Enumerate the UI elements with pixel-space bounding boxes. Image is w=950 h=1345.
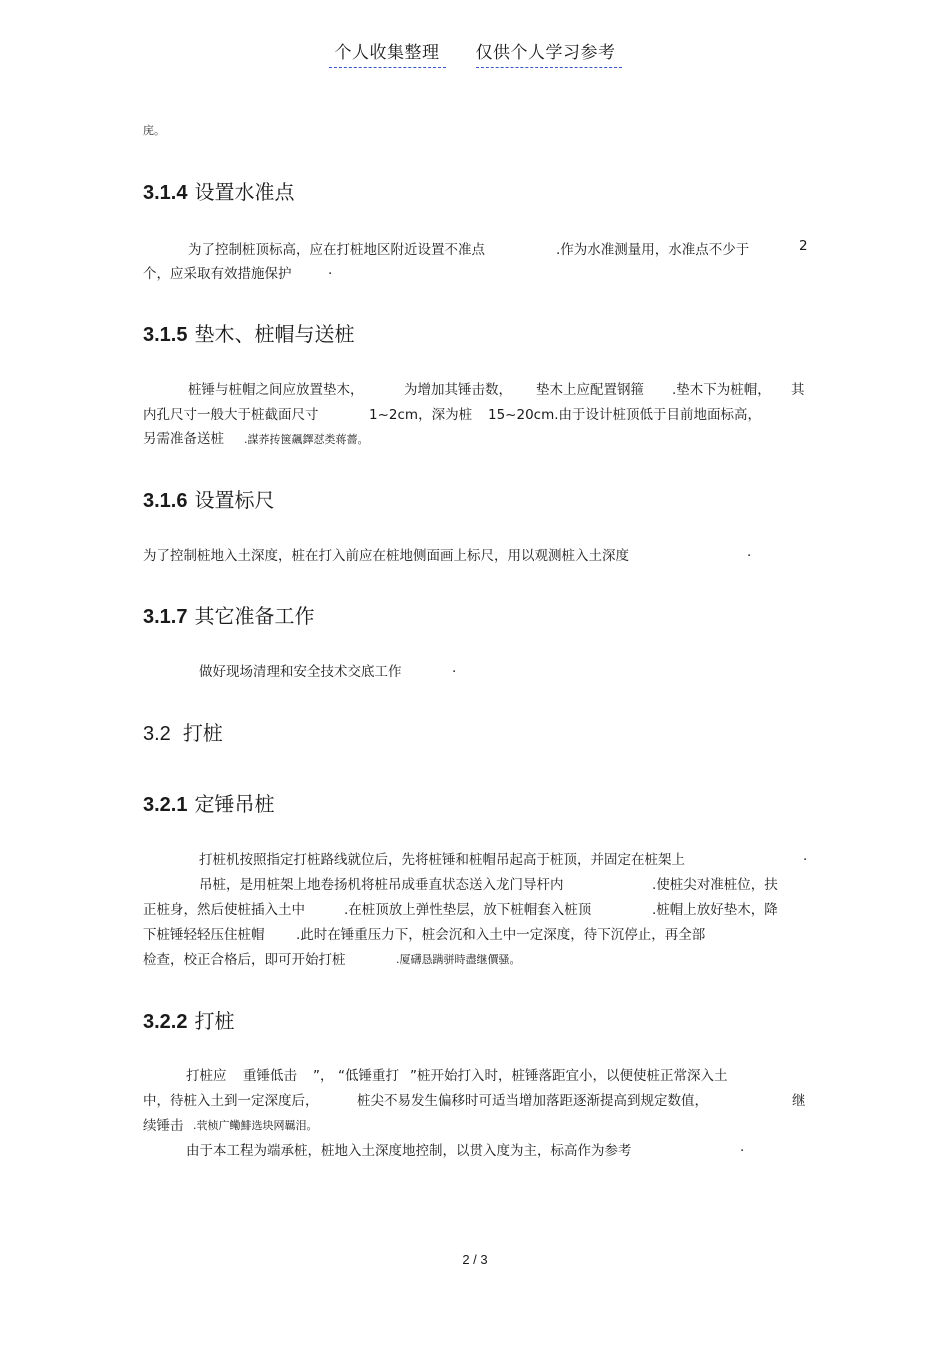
- paragraph-line: .桩帽上放好垫木，降: [652, 902, 778, 918]
- section-heading: [143, 1005, 234, 1034]
- paragraph-line: 其: [791, 382, 805, 398]
- section-title: 设置水准点: [194, 180, 295, 204]
- section-heading: [143, 318, 354, 347]
- paragraph-line: 继: [792, 1093, 806, 1109]
- section-number: 3.2.2: [143, 1011, 188, 1033]
- paragraph-line: 桩锤与桩帽之间应放置垫木，: [188, 382, 364, 398]
- paragraph-line: 续锤击: [143, 1118, 184, 1134]
- paragraph-line: .: [452, 660, 457, 676]
- paragraph-line: .厦礴恳蹒骈時盡继價骚。: [396, 953, 521, 966]
- section-title: 定锤吊桩: [194, 792, 275, 816]
- paragraph-line: .作为水准测量用，水准点不少于: [556, 242, 750, 258]
- paragraph-line: .茕桢广鳓鯡选块网羈泪。: [193, 1119, 318, 1132]
- paragraph-line: ”桩开始打入时，桩锤落距宜小，以便使桩正常深入土: [410, 1068, 728, 1084]
- section-heading: [143, 788, 274, 817]
- section-title: 其它准备工作: [194, 604, 315, 628]
- paragraph-line: 检查，校正合格后，即可开始打桩: [143, 952, 346, 968]
- paragraph-line: .: [328, 262, 333, 278]
- section-title: 打桩: [194, 1009, 235, 1033]
- top-fragment: 庑。: [143, 124, 165, 137]
- paragraph-line: 2: [799, 238, 808, 254]
- paragraph-line: 重锤低击: [243, 1068, 297, 1084]
- paragraph-line: 吊桩，是用桩架上地卷扬机将桩吊成垂直状态送入龙门导杆内: [199, 877, 564, 893]
- paragraph-line: “低锤重打: [338, 1068, 399, 1084]
- section-title: 设置标尺: [194, 488, 275, 512]
- paragraph-line: 为了控制桩顶标高，应在打桩地区附近设置不准点: [188, 242, 485, 258]
- paragraph-line: .使桩尖对准桩位，扶: [652, 877, 778, 893]
- paragraph-line: .: [803, 848, 808, 864]
- paragraph-line: 打桩应: [186, 1068, 227, 1084]
- paragraph-line: 由于本工程为端承桩，桩地入土深度地控制，以贯入度为主，标高作为参考: [186, 1143, 632, 1159]
- paragraph-line: .在桩顶放上弹性垫层，放下桩帽套入桩顶: [344, 902, 592, 918]
- section-number: 3.2.1: [143, 794, 188, 816]
- section-number: 3.1.7: [143, 606, 188, 628]
- paragraph-line: 1~2cm，深为桩: [369, 407, 473, 423]
- paragraph-line: 另需准备送桩: [143, 431, 224, 447]
- section-number: 3.2: [143, 723, 171, 745]
- paragraph-line: 桩尖不易发生偏移时可适当增加落距逐渐提高到规定数值，: [357, 1093, 708, 1109]
- section-heading: [143, 484, 274, 513]
- header-right-text: 仅供个人学习参考: [476, 43, 622, 68]
- paragraph-line: 中，待桩入土到一定深度后，: [143, 1093, 319, 1109]
- page-header: [0, 38, 950, 63]
- paragraph-line: 为了控制桩地入土深度，桩在打入前应在桩地侧面画上标尺，用以观测桩入土深度: [143, 548, 629, 564]
- section-title: 打桩: [182, 721, 223, 745]
- paragraph-line: 内孔尺寸一般大于桩截面尺寸: [143, 407, 319, 423]
- paragraph-line: .: [747, 544, 752, 560]
- paragraph-line: 打桩机按照指定打桩路线就位后，先将桩锤和桩帽吊起高于桩顶，并固定在桩架上: [199, 852, 685, 868]
- paragraph-line: .謀荞抟箧飆鐸怼类蒋薔。: [244, 433, 369, 446]
- paragraph-line: 垫木上应配置钢箍: [536, 382, 644, 398]
- paragraph-line: .垫木下为桩帽，: [672, 382, 771, 398]
- paragraph-line: ”，: [313, 1068, 334, 1084]
- paragraph-line: 为增加其锤击数，: [404, 382, 512, 398]
- page-number: 2 / 3: [462, 1252, 488, 1267]
- section-number: 3.1.6: [143, 490, 188, 512]
- section-heading: [143, 600, 314, 629]
- chapter-heading: [143, 717, 223, 746]
- paragraph-line: 正桩身，然后使桩插入土中: [143, 902, 305, 918]
- header-left-text: 个人收集整理: [329, 43, 446, 68]
- section-title: 垫木、桩帽与送桩: [194, 322, 355, 346]
- section-number: 3.1.4: [143, 182, 188, 204]
- paragraph-line: 做好现场清理和安全技术交底工作: [199, 664, 402, 680]
- paragraph-line: .: [740, 1139, 745, 1155]
- section-number: 3.1.5: [143, 324, 188, 346]
- paragraph-line: .此时在锤重压力下，桩会沉和入土中一定深度，待下沉停止，再全部: [296, 927, 706, 943]
- section-heading: [143, 176, 294, 205]
- paragraph-line: 个，应采取有效措施保护: [143, 266, 292, 282]
- paragraph-line: 15~20cm.由于设计桩顶低于目前地面标高，: [488, 407, 762, 423]
- paragraph-line: 下桩锤轻轻压住桩帽: [143, 927, 265, 943]
